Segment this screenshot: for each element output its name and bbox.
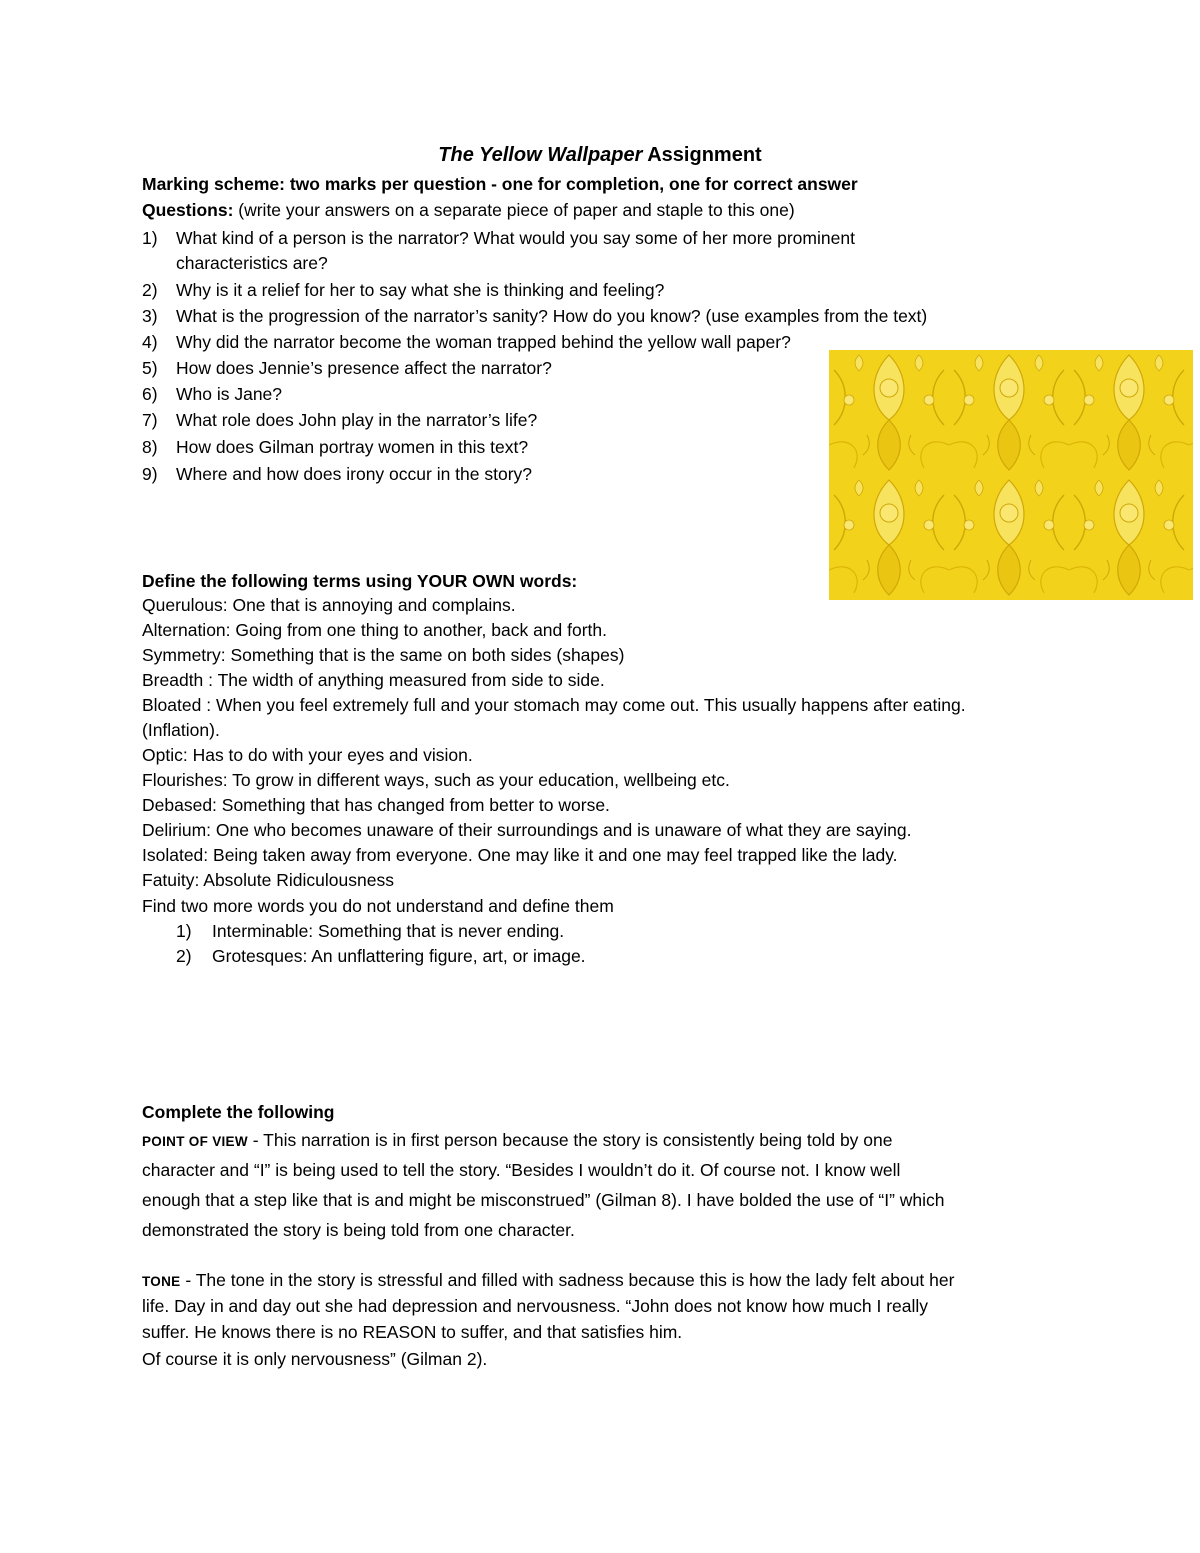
term-definition: Flourishes: To grow in different ways, such as your education, wellbeing etc. (142, 770, 730, 790)
term-definition: Bloated : When you feel extremely full and your stomach may come out. This usually happens after eating. (142, 695, 966, 715)
question-number: 6) (142, 384, 158, 404)
wallpaper-pattern-icon (829, 350, 1193, 600)
complete-heading: Complete the following (142, 1102, 335, 1122)
term-definition: Debased: Something that has changed from better to worse. (142, 795, 610, 815)
question-number: 3) (142, 306, 158, 326)
term-definition: Fatuity: Absolute Ridiculousness (142, 870, 394, 890)
question-number: 7) (142, 410, 158, 430)
question-text: Why did the narrator become the woman trapped behind the yellow wall paper? (176, 332, 791, 352)
marking-scheme: Marking scheme: two marks per question - one for completion, one for correct answer (142, 174, 858, 194)
question-number: 8) (142, 437, 158, 457)
title-italic: The Yellow Wallpaper (438, 144, 643, 166)
pov-line: character and “I” is being used to tell the story. “Besides I wouldn’t do it. Of course not. I know well (142, 1160, 901, 1180)
tone-line: life. Day in and day out she had depression and nervousness. “John does not know how much I really (142, 1296, 929, 1316)
questions-label: Questions: (142, 200, 234, 220)
pov-text: - This narration is in first person because the story is consistently being told by one (247, 1130, 893, 1150)
pov-line (142, 1128, 893, 1154)
term-definition-continued: (Inflation). (142, 720, 220, 740)
tone-line (142, 1268, 954, 1294)
term-definition: Alternation: Going from one thing to another, back and forth. (142, 620, 608, 640)
question-text: What kind of a person is the narrator? What would you say some of her more prominent (176, 228, 855, 248)
question-text: How does Jennie’s presence affect the narrator? (176, 358, 552, 378)
yellow-wallpaper-image (829, 350, 1193, 600)
tone-text: - The tone in the story is stressful and filled with sadness because this is how the lady felt about her (180, 1270, 955, 1290)
question-number: 4) (142, 332, 158, 352)
term-definition: Isolated: Being taken away from everyone. One may like it and one may feel trapped like the lady. (142, 845, 898, 865)
document-title (0, 143, 1200, 167)
question-text-continued: characteristics are? (176, 253, 328, 273)
questions-instructions: (write your answers on a separate piece of paper and staple to this one) (233, 200, 795, 220)
tone-label: TONE (142, 1274, 181, 1289)
question-number: 1) (142, 228, 158, 248)
question-text: What role does John play in the narrator’s life? (176, 410, 538, 430)
extra-words-instruction: Find two more words you do not understand and define them (142, 896, 614, 916)
term-definition: Querulous: One that is annoying and complains. (142, 595, 516, 615)
question-text: Why is it a relief for her to say what she is thinking and feeling? (176, 280, 665, 300)
question-number: 2) (142, 280, 158, 300)
term-definition: Symmetry: Something that is the same on both sides (shapes) (142, 645, 625, 665)
title-rest: Assignment (642, 144, 762, 166)
tone-line: Of course it is only nervousness” (Gilman 2). (142, 1349, 488, 1369)
pov-line: demonstrated the story is being told from one character. (142, 1220, 575, 1240)
question-number: 9) (142, 464, 158, 484)
question-text: What is the progression of the narrator’s sanity? How do you know? (use examples from the text) (176, 306, 928, 326)
question-text: Who is Jane? (176, 384, 283, 404)
term-definition: Optic: Has to do with your eyes and vision. (142, 745, 473, 765)
pov-label: POINT OF VIEW (142, 1134, 248, 1149)
tone-line: suffer. He knows there is no REASON to suffer, and that satisfies him. (142, 1322, 683, 1342)
extra-word-number: 2) (176, 946, 192, 966)
question-number: 5) (142, 358, 158, 378)
extra-word-definition: Interminable: Something that is never ending. (212, 921, 565, 941)
extra-word-number: 1) (176, 921, 192, 941)
term-definition: Breadth : The width of anything measured from side to side. (142, 670, 605, 690)
question-text: Where and how does irony occur in the story? (176, 464, 533, 484)
extra-word-definition: Grotesques: An unflattering figure, art, or image. (212, 946, 586, 966)
term-definition: Delirium: One who becomes unaware of their surroundings and is unaware of what they are saying. (142, 820, 912, 840)
question-text: How does Gilman portray women in this text? (176, 437, 529, 457)
define-terms-heading: Define the following terms using YOUR OWN words: (142, 571, 578, 591)
questions-intro (142, 198, 795, 222)
pov-line: enough that a step like that is and might be misconstrued” (Gilman 8). I have bolded the use of “I” which (142, 1190, 945, 1210)
